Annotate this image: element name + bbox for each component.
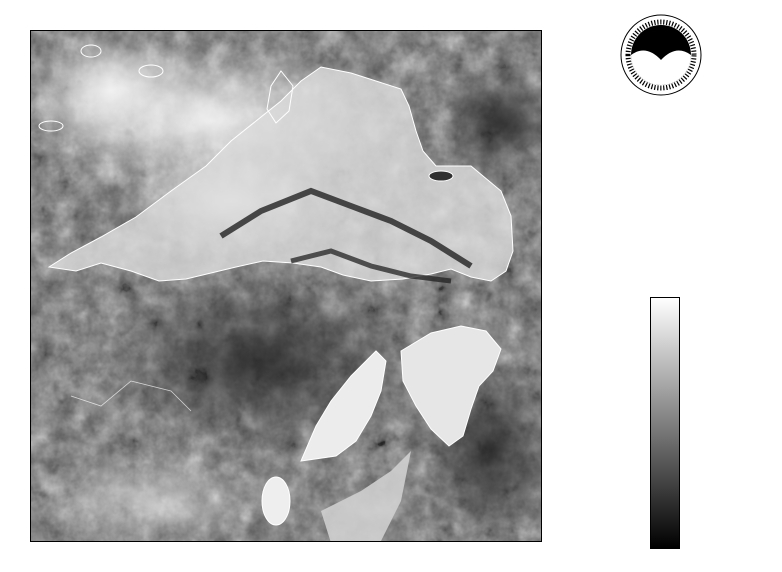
colorbar [650, 297, 680, 549]
satellite-map [30, 30, 542, 542]
noaa-logo [620, 14, 702, 96]
small-lake [262, 477, 290, 525]
small-lake [429, 171, 453, 181]
satellite-image [31, 31, 542, 542]
